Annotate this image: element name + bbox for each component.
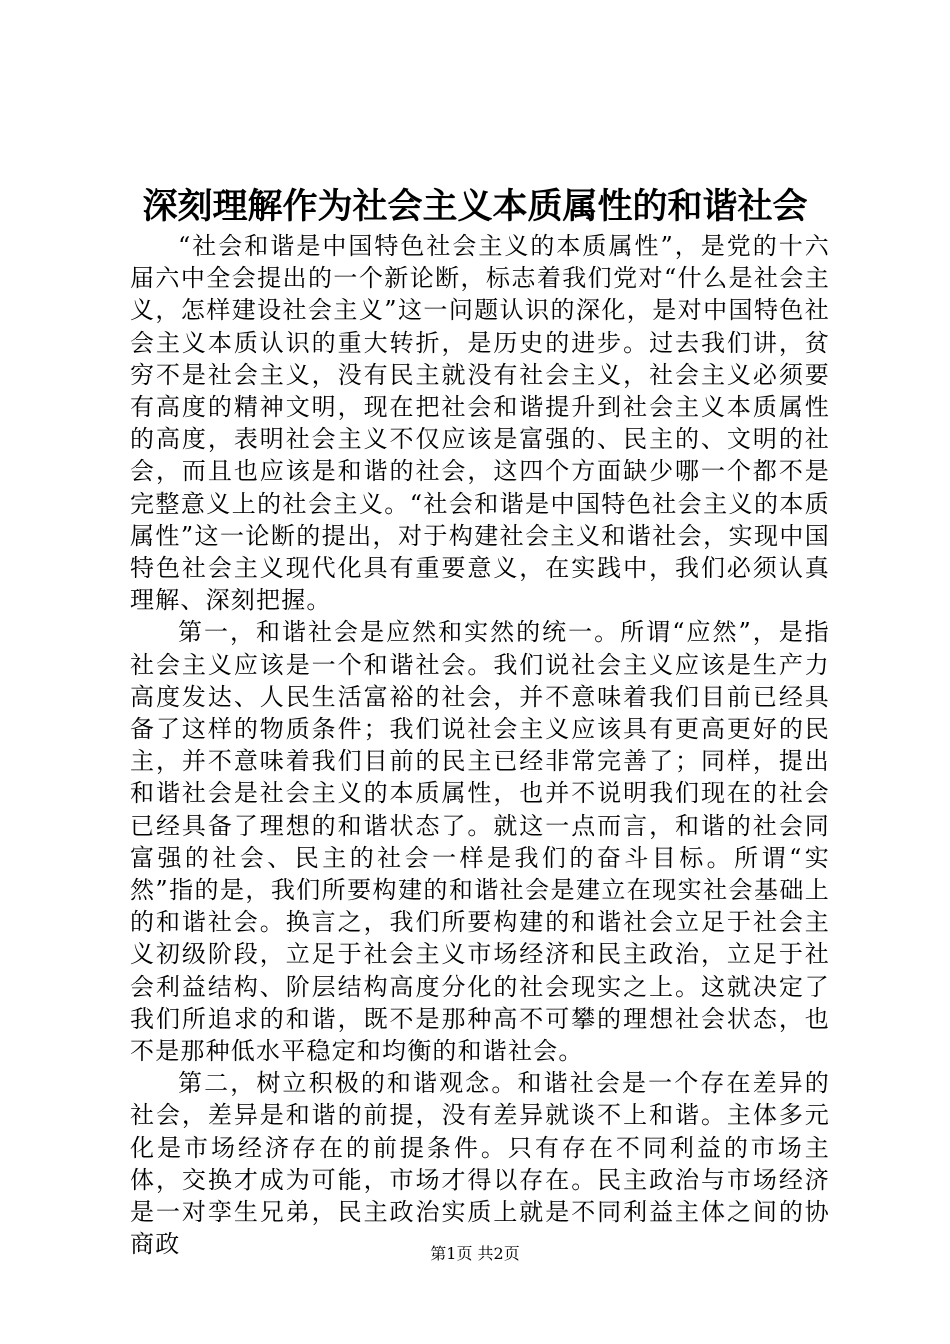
- paragraph-second-point: 第二，树立积极的和谐观念。和谐社会是一个存在差异的社会，差异是和谐的前提，没有差异就谈不上和谐。主体多元化是市场经济存在的前提条件。只有存在不同利益的市场主体，交换才成为可能，市场才得以存在。民主政治与市场经济是一对孪生兄弟，民主政治实质上就是不同利益主体之间的协商政: [130, 1069, 830, 1259]
- page-footer: 第1页 共2页: [430, 1244, 520, 1263]
- paragraph-intro: “社会和谐是中国特色社会主义的本质属性”，是党的十六届六中全会提出的一个新论断，标志着我们党对“什么是社会主义，怎样建设社会主义”这一问题认识的深化，是对中国特色社会主义本质认识的重大转折，是历史的进步。过去我们讲，贫穷不是社会主义，没有民主就没有社会主义，社会主义必须要有高度的精神文明，现在把社会和谐提升到社会主义本质属性的高度，表明社会主义不仅应该是富强的、民主的、文明的社会，而且也应该是和谐的社会，这四个方面缺少哪一个都不是完整意义上的社会主义。“社会和谐是中国特色社会主义的本质属性”这一论断的提出，对于构建社会主义和谐社会，实现中国特色社会主义现代化具有重要意义，在实践中，我们必须认真理解、深刻把握。: [130, 232, 830, 615]
- paragraph-first-point: 第一，和谐社会是应然和实然的统一。所谓“应然”，是指社会主义应该是一个和谐社会。我们说社会主义应该是生产力高度发达、人民生活富裕的社会，并不意味着我们目前已经具备了这样的物质条件；我们说社会主义应该具有更高更好的民主，并不意味着我们目前的民主已经非常完善了；同样，提出和谐社会是社会主义的本质属性，也并不说明我们现在的社会已经具备了理想的和谐状态了。就这一点而言，和谐的社会同富强的社会、民主的社会一样是我们的奋斗目标。所谓“实然”指的是，我们所要构建的和谐社会是建立在现实社会基础上的和谐社会。换言之，我们所要构建的和谐社会立足于社会主义初级阶段，立足于社会主义市场经济和民主政治，立足于社会利益结构、阶层结构高度分化的社会现实之上。这就决定了我们所追求的和谐，既不是那种高不可攀的理想社会状态，也不是那种低水平稳定和均衡的和谐社会。: [130, 618, 830, 1066]
- document-title: 深刻理解作为社会主义本质属性的和谐社会: [142, 186, 808, 227]
- document-body: [130, 230, 830, 1261]
